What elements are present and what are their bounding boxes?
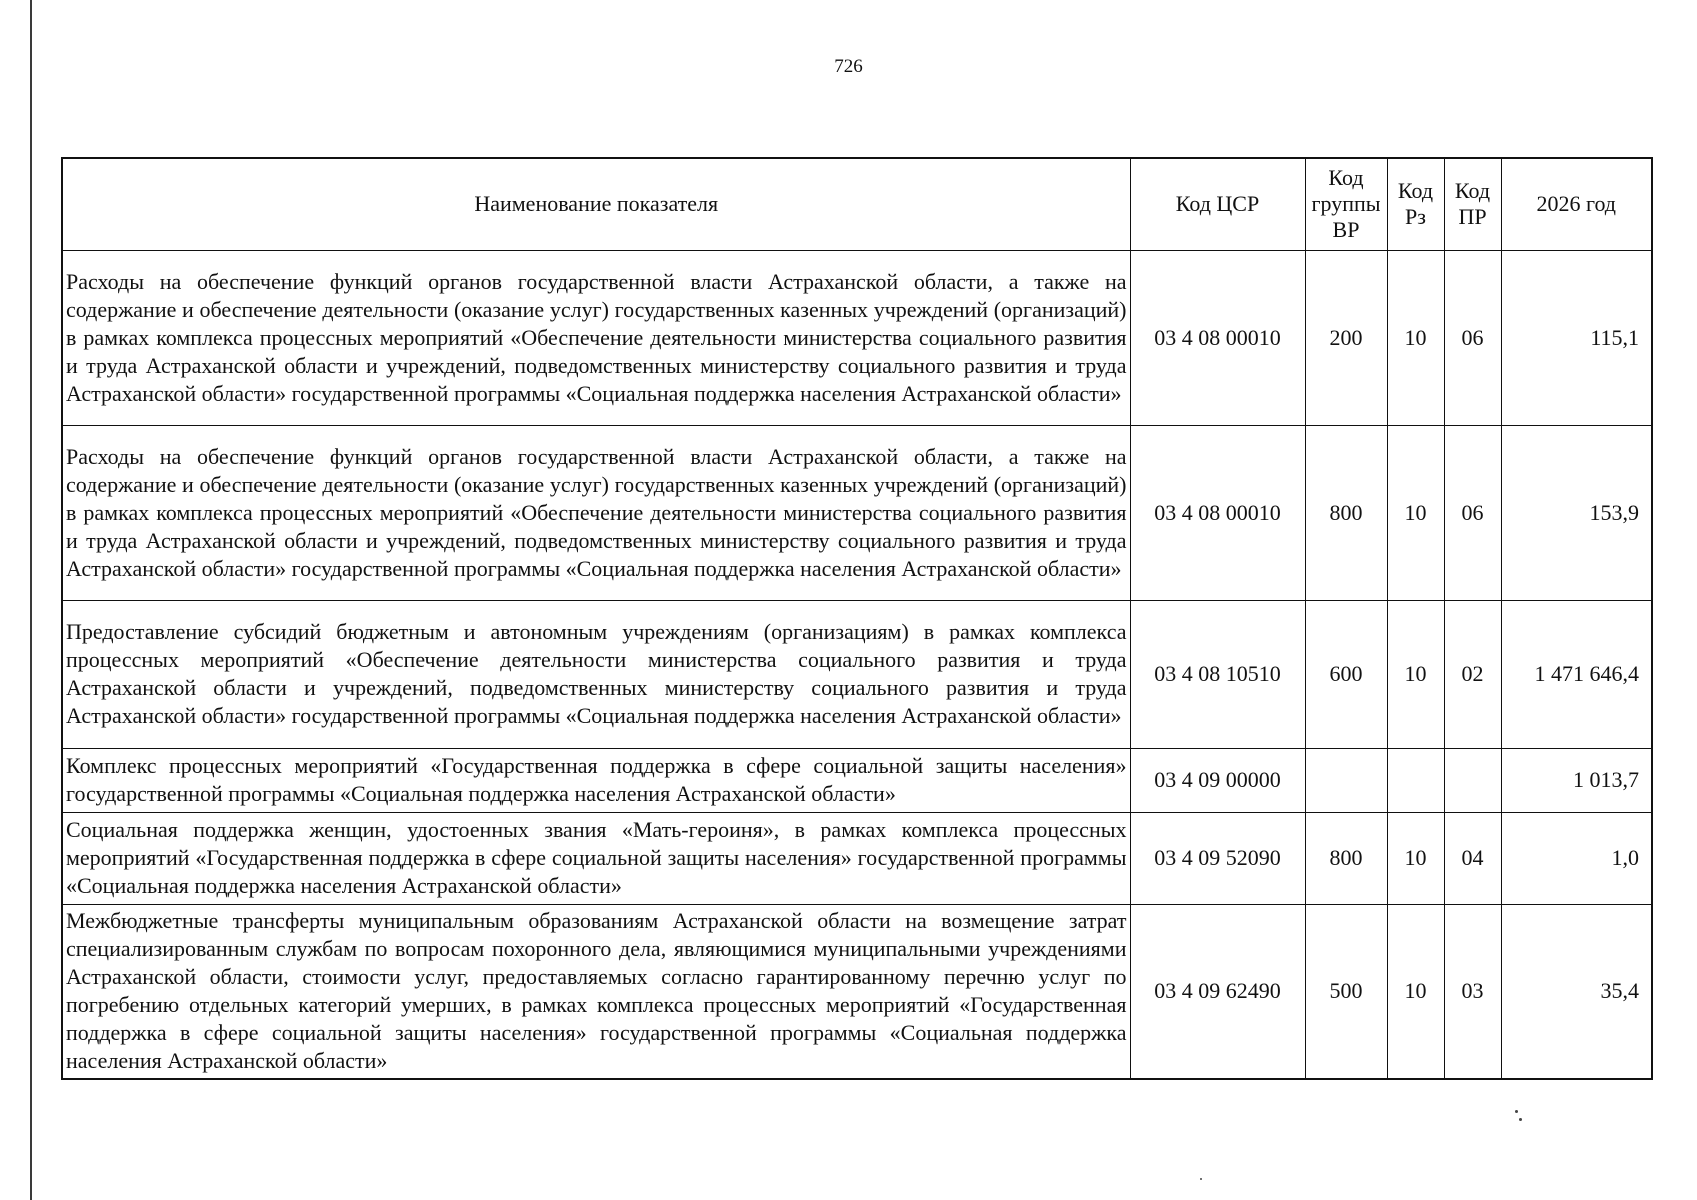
row-rz: 10 <box>1387 904 1444 1079</box>
row-rz: 10 <box>1387 425 1444 600</box>
row-vr <box>1305 748 1387 812</box>
table-row <box>62 600 1652 748</box>
row-pr: 06 <box>1444 250 1501 425</box>
row-amount: 1,0 <box>1501 812 1652 904</box>
row-csr: 03 4 08 00010 <box>1130 250 1305 425</box>
scan-margin-line <box>30 0 32 1200</box>
row-csr: 03 4 08 10510 <box>1130 600 1305 748</box>
row-rz <box>1387 748 1444 812</box>
row-csr: 03 4 09 00000 <box>1130 748 1305 812</box>
header-pr: Код ПР <box>1444 158 1501 250</box>
table-row <box>62 904 1652 1079</box>
table-row <box>62 250 1652 425</box>
table-row <box>62 425 1652 600</box>
row-rz: 10 <box>1387 250 1444 425</box>
row-name: Предоставление субсидий бюджетным и автономным учреждениям (организациям) в рамках комплекса процессных мероприятий «Обеспечение деятельности министерства социального развития и труда Астраханской области и учреждений, подведомственных министерству социального развития и труда Астраханской области» государственной программы «Социальная поддержка населения Астраханской области» <box>62 600 1130 748</box>
scan-speck <box>1515 1110 1518 1113</box>
budget-table <box>61 157 1653 1080</box>
row-amount: 115,1 <box>1501 250 1652 425</box>
header-name: Наименование показателя <box>62 158 1130 250</box>
row-vr: 600 <box>1305 600 1387 748</box>
row-rz: 10 <box>1387 812 1444 904</box>
page-number: 726 <box>834 56 863 77</box>
row-pr <box>1444 748 1501 812</box>
row-amount: 1 013,7 <box>1501 748 1652 812</box>
row-pr: 02 <box>1444 600 1501 748</box>
row-vr: 200 <box>1305 250 1387 425</box>
header-csr: Код ЦСР <box>1130 158 1305 250</box>
row-vr: 500 <box>1305 904 1387 1079</box>
scan-speck <box>1519 1118 1522 1121</box>
row-rz: 10 <box>1387 600 1444 748</box>
row-name: Расходы на обеспечение функций органов государственной власти Астраханской области, а также на содержание и обеспечение деятельности (оказание услуг) государственных казенных учреждений (организаций) в рамках комплекса процессных мероприятий «Обеспечение деятельности министерства социального развития и труда Астраханской области и учреждений, подведомственных министерству социального развития и труда Астраханской области» государственной программы «Социальная поддержка населения Астраханской области» <box>62 250 1130 425</box>
table-header-row <box>62 158 1652 250</box>
row-name: Расходы на обеспечение функций органов государственной власти Астраханской области, а также на содержание и обеспечение деятельности (оказание услуг) государственных казенных учреждений (организаций) в рамках комплекса процессных мероприятий «Обеспечение деятельности министерства социального развития и труда Астраханской области и учреждений, подведомственных министерству социального развития и труда Астраханской области» государственной программы «Социальная поддержка населения Астраханской области» <box>62 425 1130 600</box>
row-pr: 04 <box>1444 812 1501 904</box>
row-name: Комплекс процессных мероприятий «Государственная поддержка в сфере социальной защиты населения» государственной программы «Социальная поддержка населения Астраханской области» <box>62 748 1130 812</box>
row-amount: 153,9 <box>1501 425 1652 600</box>
header-rz: Код Рз <box>1387 158 1444 250</box>
row-csr: 03 4 09 52090 <box>1130 812 1305 904</box>
row-csr: 03 4 08 00010 <box>1130 425 1305 600</box>
row-vr: 800 <box>1305 425 1387 600</box>
row-vr: 800 <box>1305 812 1387 904</box>
header-vr: Код группы ВР <box>1305 158 1387 250</box>
row-name: Межбюджетные трансферты муниципальным образованиям Астраханской области на возмещение затрат специализированным службам по вопросам похоронного дела, являющимися муниципальными учреждениями Астраханской области, стоимости услуг, предоставляемых согласно гарантированному перечню услуг по погребению отдельных категорий умерших, в рамках комплекса процессных мероприятий «Государственная поддержка в сфере социальной защиты населения» государственной программы «Социальная поддержка населения Астраханской области» <box>62 904 1130 1079</box>
row-pr: 03 <box>1444 904 1501 1079</box>
scan-speck <box>1200 1178 1202 1180</box>
row-name: Социальная поддержка женщин, удостоенных звания «Мать-героиня», в рамках комплекса процессных мероприятий «Государственная поддержка в сфере социальной защиты населения» государственной программы «Социальная поддержка населения Астраханской области» <box>62 812 1130 904</box>
header-year: 2026 год <box>1501 158 1652 250</box>
row-csr: 03 4 09 62490 <box>1130 904 1305 1079</box>
table-row <box>62 748 1652 812</box>
row-amount: 35,4 <box>1501 904 1652 1079</box>
table-row <box>62 812 1652 904</box>
row-amount: 1 471 646,4 <box>1501 600 1652 748</box>
row-pr: 06 <box>1444 425 1501 600</box>
